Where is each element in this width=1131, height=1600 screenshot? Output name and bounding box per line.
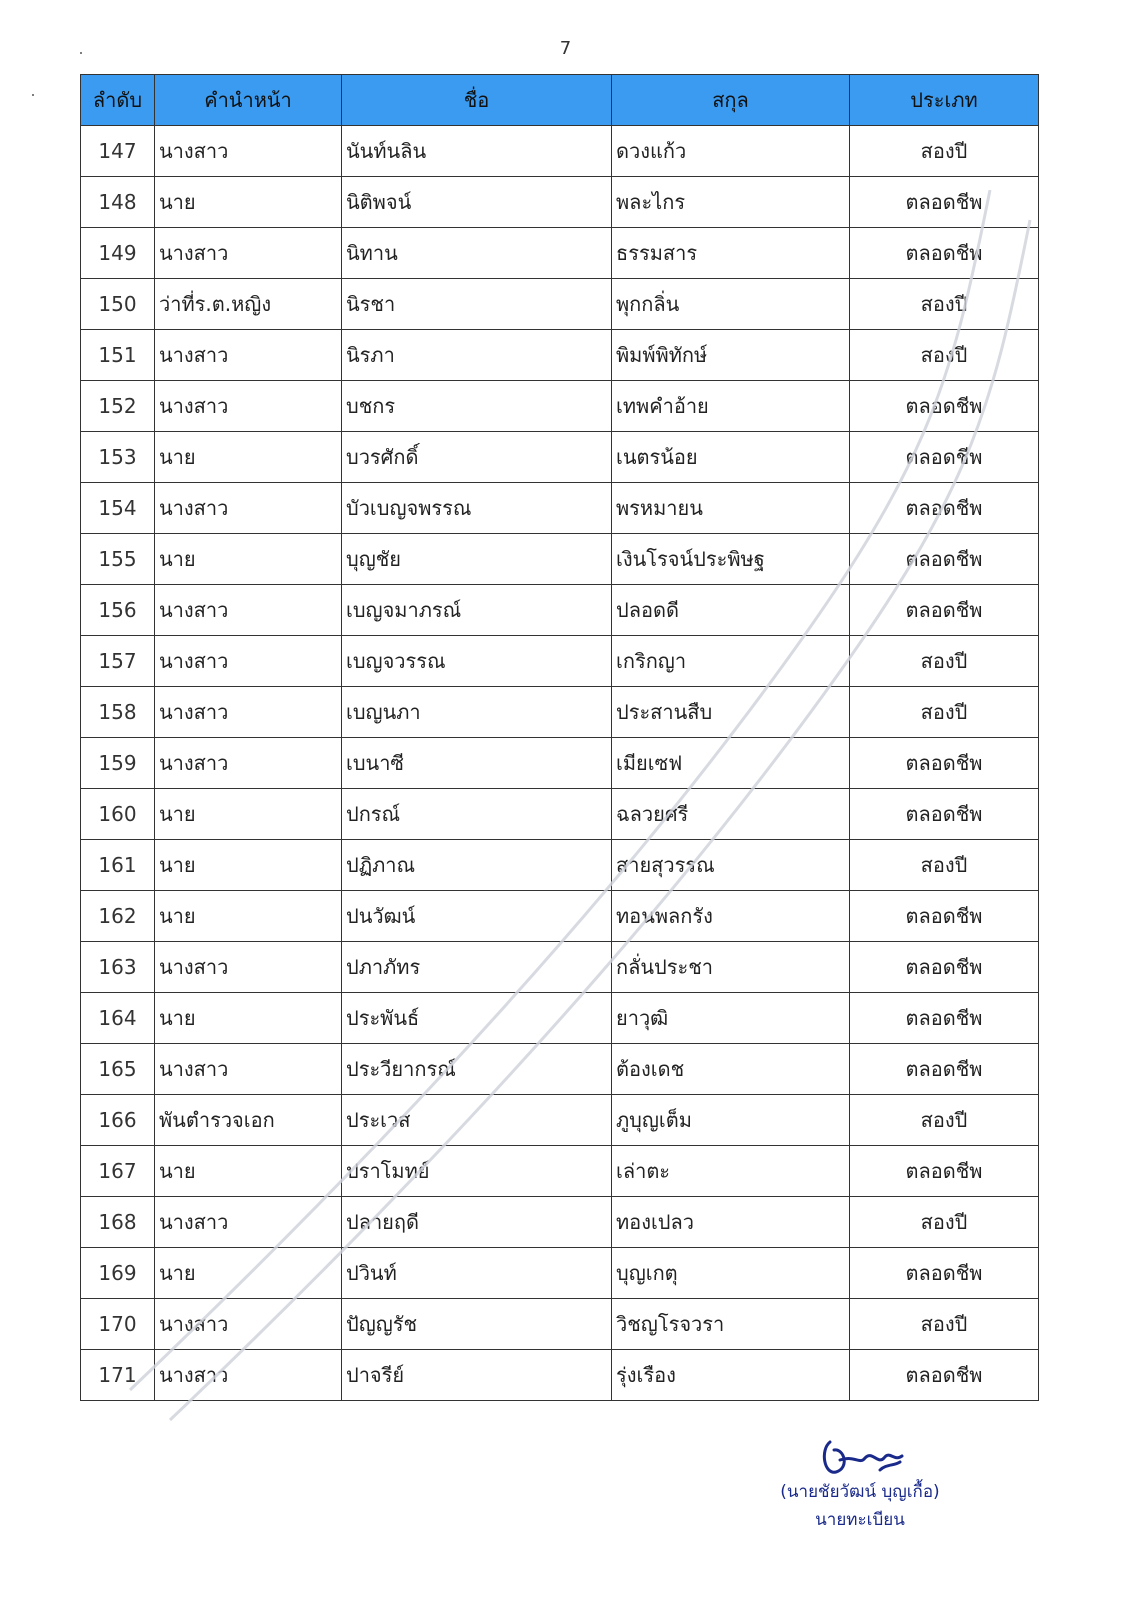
table-row	[81, 636, 1039, 687]
first-name-cell: ปัญญรัช	[342, 1299, 612, 1350]
row-number-cell: 153	[81, 432, 155, 483]
membership-type-cell: ตลอดชีพ	[850, 891, 1039, 942]
first-name-cell: บวรศักดิ์	[342, 432, 612, 483]
first-name-cell: เบญจวรรณ	[342, 636, 612, 687]
table-row	[81, 228, 1039, 279]
last-name-cell: พรหมายน	[612, 483, 850, 534]
first-name-cell: ปราโมทย์	[342, 1146, 612, 1197]
table-row	[81, 1095, 1039, 1146]
title-cell: นางสาว	[155, 1350, 342, 1401]
first-name-cell: เบญนภา	[342, 687, 612, 738]
table-row	[81, 738, 1039, 789]
first-name-cell: เบนาซี	[342, 738, 612, 789]
table-row	[81, 1299, 1039, 1350]
first-name-cell: บชกร	[342, 381, 612, 432]
row-number-cell: 167	[81, 1146, 155, 1197]
first-name-cell: ปฏิภาณ	[342, 840, 612, 891]
scan-speck	[32, 94, 34, 96]
last-name-cell: บุญเกตุ	[612, 1248, 850, 1299]
table-row	[81, 789, 1039, 840]
first-name-cell: นิรชา	[342, 279, 612, 330]
first-name-cell: ประพันธ์	[342, 993, 612, 1044]
last-name-cell: เนตรน้อย	[612, 432, 850, 483]
title-cell: นางสาว	[155, 1044, 342, 1095]
row-number-cell: 152	[81, 381, 155, 432]
membership-type-cell: สองปี	[850, 1095, 1039, 1146]
membership-type-cell: ตลอดชีพ	[850, 1146, 1039, 1197]
first-name-cell: นิติพจน์	[342, 177, 612, 228]
column-header-number: ลำดับ	[81, 75, 155, 126]
table-row	[81, 330, 1039, 381]
row-number-cell: 171	[81, 1350, 155, 1401]
title-cell: พันตำรวจเอก	[155, 1095, 342, 1146]
title-cell: นาย	[155, 993, 342, 1044]
first-name-cell: นิรภา	[342, 330, 612, 381]
column-header-first-name: ชื่อ	[342, 75, 612, 126]
row-number-cell: 166	[81, 1095, 155, 1146]
table-body	[81, 126, 1039, 1401]
table-row	[81, 381, 1039, 432]
title-cell: นางสาว	[155, 228, 342, 279]
row-number-cell: 165	[81, 1044, 155, 1095]
last-name-cell: ประสานสืบ	[612, 687, 850, 738]
membership-type-cell: ตลอดชีพ	[850, 534, 1039, 585]
title-cell: นางสาว	[155, 330, 342, 381]
last-name-cell: เทพคำอ้าย	[612, 381, 850, 432]
title-cell: นางสาว	[155, 942, 342, 993]
row-number-cell: 164	[81, 993, 155, 1044]
row-number-cell: 147	[81, 126, 155, 177]
table-row	[81, 1044, 1039, 1095]
last-name-cell: ฉลวยศรี	[612, 789, 850, 840]
row-number-cell: 154	[81, 483, 155, 534]
membership-type-cell: สองปี	[850, 840, 1039, 891]
signatory-name: (นายชัยวัฒน์ บุญเกื้อ)	[780, 1482, 940, 1502]
first-name-cell: นันท์นลิน	[342, 126, 612, 177]
title-cell: นางสาว	[155, 636, 342, 687]
signatory-position: นายทะเบียน	[815, 1510, 905, 1530]
table-row	[81, 687, 1039, 738]
row-number-cell: 160	[81, 789, 155, 840]
first-name-cell: บุญชัย	[342, 534, 612, 585]
registry-table	[80, 74, 1039, 1401]
membership-type-cell: ตลอดชีพ	[850, 228, 1039, 279]
last-name-cell: กลั่นประชา	[612, 942, 850, 993]
membership-type-cell: ตลอดชีพ	[850, 177, 1039, 228]
first-name-cell: ปาจรีย์	[342, 1350, 612, 1401]
membership-type-cell: ตลอดชีพ	[850, 789, 1039, 840]
table-row	[81, 177, 1039, 228]
first-name-cell: ปนวัฒน์	[342, 891, 612, 942]
table-row	[81, 993, 1039, 1044]
first-name-cell: ประเวส	[342, 1095, 612, 1146]
first-name-cell: บัวเบญจพรรณ	[342, 483, 612, 534]
membership-type-cell: ตลอดชีพ	[850, 432, 1039, 483]
title-cell: นาย	[155, 891, 342, 942]
title-cell: นางสาว	[155, 687, 342, 738]
table-row	[81, 534, 1039, 585]
membership-type-cell: สองปี	[850, 687, 1039, 738]
table-row	[81, 942, 1039, 993]
column-header-type: ประเภท	[850, 75, 1039, 126]
first-name-cell: เบญจมาภรณ์	[342, 585, 612, 636]
table-row	[81, 483, 1039, 534]
membership-type-cell: ตลอดชีพ	[850, 1044, 1039, 1095]
table-row	[81, 585, 1039, 636]
title-cell: นาย	[155, 789, 342, 840]
last-name-cell: เมียเซฟ	[612, 738, 850, 789]
title-cell: นาย	[155, 534, 342, 585]
membership-type-cell: สองปี	[850, 1299, 1039, 1350]
last-name-cell: ภูบุญเต็ม	[612, 1095, 850, 1146]
page-number: 7	[559, 38, 572, 59]
title-cell: นาย	[155, 840, 342, 891]
last-name-cell: สายสุวรรณ	[612, 840, 850, 891]
title-cell: นางสาว	[155, 585, 342, 636]
title-cell: นางสาว	[155, 483, 342, 534]
title-cell: นาย	[155, 177, 342, 228]
membership-type-cell: สองปี	[850, 330, 1039, 381]
last-name-cell: พละไกร	[612, 177, 850, 228]
table-row	[81, 1248, 1039, 1299]
last-name-cell: เล่าตะ	[612, 1146, 850, 1197]
title-cell: นางสาว	[155, 1197, 342, 1248]
first-name-cell: นิทาน	[342, 228, 612, 279]
title-cell: นาย	[155, 1248, 342, 1299]
last-name-cell: วิชญโรจวรา	[612, 1299, 850, 1350]
table-header-row	[81, 75, 1039, 126]
row-number-cell: 159	[81, 738, 155, 789]
row-number-cell: 163	[81, 942, 155, 993]
membership-type-cell: สองปี	[850, 1197, 1039, 1248]
last-name-cell: เกริกญา	[612, 636, 850, 687]
first-name-cell: ปภาภัทร	[342, 942, 612, 993]
table-row	[81, 840, 1039, 891]
membership-type-cell: ตลอดชีพ	[850, 942, 1039, 993]
membership-type-cell: สองปี	[850, 279, 1039, 330]
row-number-cell: 157	[81, 636, 155, 687]
title-cell: นาย	[155, 1146, 342, 1197]
row-number-cell: 151	[81, 330, 155, 381]
last-name-cell: ต้องเดช	[612, 1044, 850, 1095]
title-cell: นางสาว	[155, 738, 342, 789]
scan-speck	[80, 52, 82, 54]
row-number-cell: 149	[81, 228, 155, 279]
membership-type-cell: ตลอดชีพ	[850, 1248, 1039, 1299]
title-cell: ว่าที่ร.ต.หญิง	[155, 279, 342, 330]
membership-type-cell: ตลอดชีพ	[850, 738, 1039, 789]
row-number-cell: 170	[81, 1299, 155, 1350]
membership-type-cell: ตลอดชีพ	[850, 483, 1039, 534]
table-row	[81, 1197, 1039, 1248]
membership-type-cell: ตลอดชีพ	[850, 381, 1039, 432]
row-number-cell: 161	[81, 840, 155, 891]
row-number-cell: 155	[81, 534, 155, 585]
first-name-cell: ปวินท์	[342, 1248, 612, 1299]
row-number-cell: 169	[81, 1248, 155, 1299]
column-header-last-name: สกุล	[612, 75, 850, 126]
table-row	[81, 1146, 1039, 1197]
membership-type-cell: สองปี	[850, 636, 1039, 687]
row-number-cell: 168	[81, 1197, 155, 1248]
title-cell: นาย	[155, 432, 342, 483]
membership-type-cell: ตลอดชีพ	[850, 585, 1039, 636]
last-name-cell: พุกกลิ่น	[612, 279, 850, 330]
table-row	[81, 279, 1039, 330]
last-name-cell: ปลอดดี	[612, 585, 850, 636]
last-name-cell: ยาวุฒิ	[612, 993, 850, 1044]
membership-type-cell: สองปี	[850, 126, 1039, 177]
membership-type-cell: ตลอดชีพ	[850, 993, 1039, 1044]
last-name-cell: ทองเปลว	[612, 1197, 850, 1248]
last-name-cell: ทอนพลกรัง	[612, 891, 850, 942]
table-row	[81, 891, 1039, 942]
row-number-cell: 158	[81, 687, 155, 738]
row-number-cell: 156	[81, 585, 155, 636]
row-number-cell: 162	[81, 891, 155, 942]
first-name-cell: ปกรณ์	[342, 789, 612, 840]
title-cell: นางสาว	[155, 1299, 342, 1350]
title-cell: นางสาว	[155, 126, 342, 177]
last-name-cell: ดวงแก้ว	[612, 126, 850, 177]
last-name-cell: พิมพ์พิทักษ์	[612, 330, 850, 381]
membership-type-cell: ตลอดชีพ	[850, 1350, 1039, 1401]
last-name-cell: รุ่งเรือง	[612, 1350, 850, 1401]
title-cell: นางสาว	[155, 381, 342, 432]
first-name-cell: ปลายฤดี	[342, 1197, 612, 1248]
table-row	[81, 1350, 1039, 1401]
last-name-cell: เงินโรจน์ประพิษฐ	[612, 534, 850, 585]
row-number-cell: 150	[81, 279, 155, 330]
last-name-cell: ธรรมสาร	[612, 228, 850, 279]
table-row	[81, 126, 1039, 177]
table-row	[81, 432, 1039, 483]
row-number-cell: 148	[81, 177, 155, 228]
first-name-cell: ประวียากรณ์	[342, 1044, 612, 1095]
column-header-title: คำนำหน้า	[155, 75, 342, 126]
